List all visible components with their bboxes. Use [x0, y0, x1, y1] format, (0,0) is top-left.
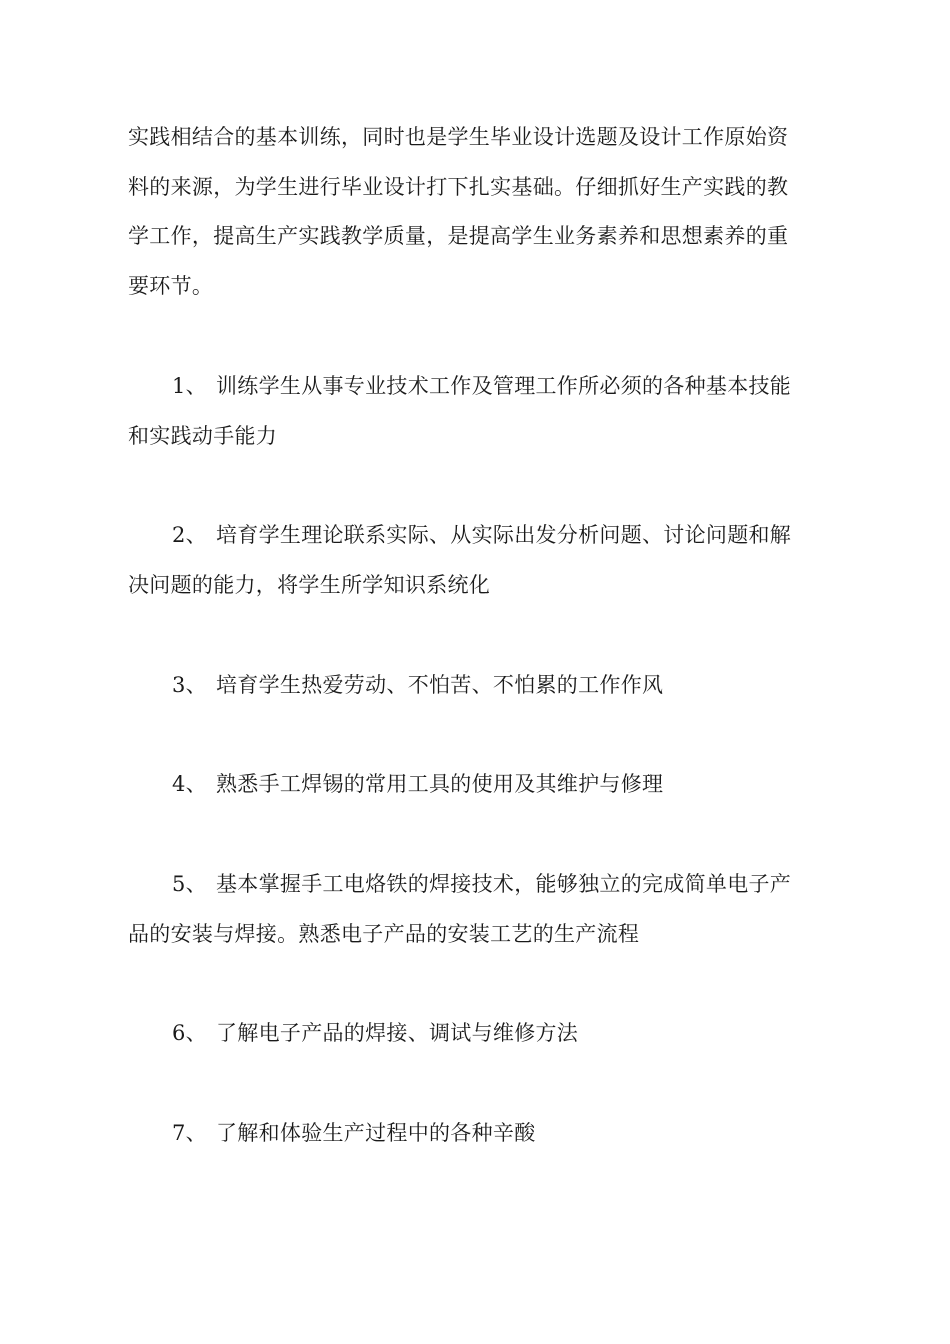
intro-line: 实践相结合的基本训练，同时也是学生毕业设计选题及设计工作原始资 [128, 125, 789, 149]
intro-line: 学工作，提高生产实践教学质量，是提高学生业务素养和思想素养的重 [128, 224, 789, 248]
item-text-continuation: 品的安装与焊接。熟悉电子产品的安装工艺的生产流程 [128, 921, 640, 946]
item-text: 熟悉手工焊锡的常用工具的使用及其维护与修理 [216, 772, 664, 796]
item-number: 4、 [172, 772, 207, 796]
list-item-5 [128, 860, 828, 959]
item-number: 2、 [172, 523, 207, 547]
item-number: 6、 [172, 1021, 207, 1045]
item-number: 1、 [172, 374, 207, 398]
list-item-6 [128, 1009, 828, 1059]
item-text: 了解和体验生产过程中的各种辛酸 [216, 1121, 536, 1145]
intro-line: 要环节。 [128, 273, 214, 298]
list-item-3 [128, 661, 828, 711]
list-item-1 [128, 362, 828, 461]
item-number: 3、 [172, 673, 207, 697]
list-item-4 [128, 760, 828, 810]
item-number: 5、 [172, 872, 207, 896]
intro-paragraph [128, 113, 828, 311]
item-number: 7、 [172, 1121, 207, 1145]
item-text: 训练学生从事专业技术工作及管理工作所必须的各种基本技能 [216, 374, 792, 398]
item-text: 了解电子产品的焊接、调试与维修方法 [216, 1021, 579, 1045]
item-text-continuation: 决问题的能力，将学生所学知识系统化 [128, 572, 491, 597]
item-text: 基本掌握手工电烙铁的焊接技术，能够独立的完成简单电子产 [216, 872, 792, 896]
intro-line: 料的来源，为学生进行毕业设计打下扎实基础。仔细抓好生产实践的教 [128, 174, 789, 199]
item-text-continuation: 和实践动手能力 [128, 423, 278, 448]
list-item-2 [128, 511, 828, 610]
item-text: 培育学生热爱劳动、不怕苦、不怕累的工作作风 [216, 673, 664, 697]
item-text: 培育学生理论联系实际、从实际出发分析问题、讨论问题和解 [216, 523, 792, 547]
list-item-7 [128, 1109, 828, 1159]
